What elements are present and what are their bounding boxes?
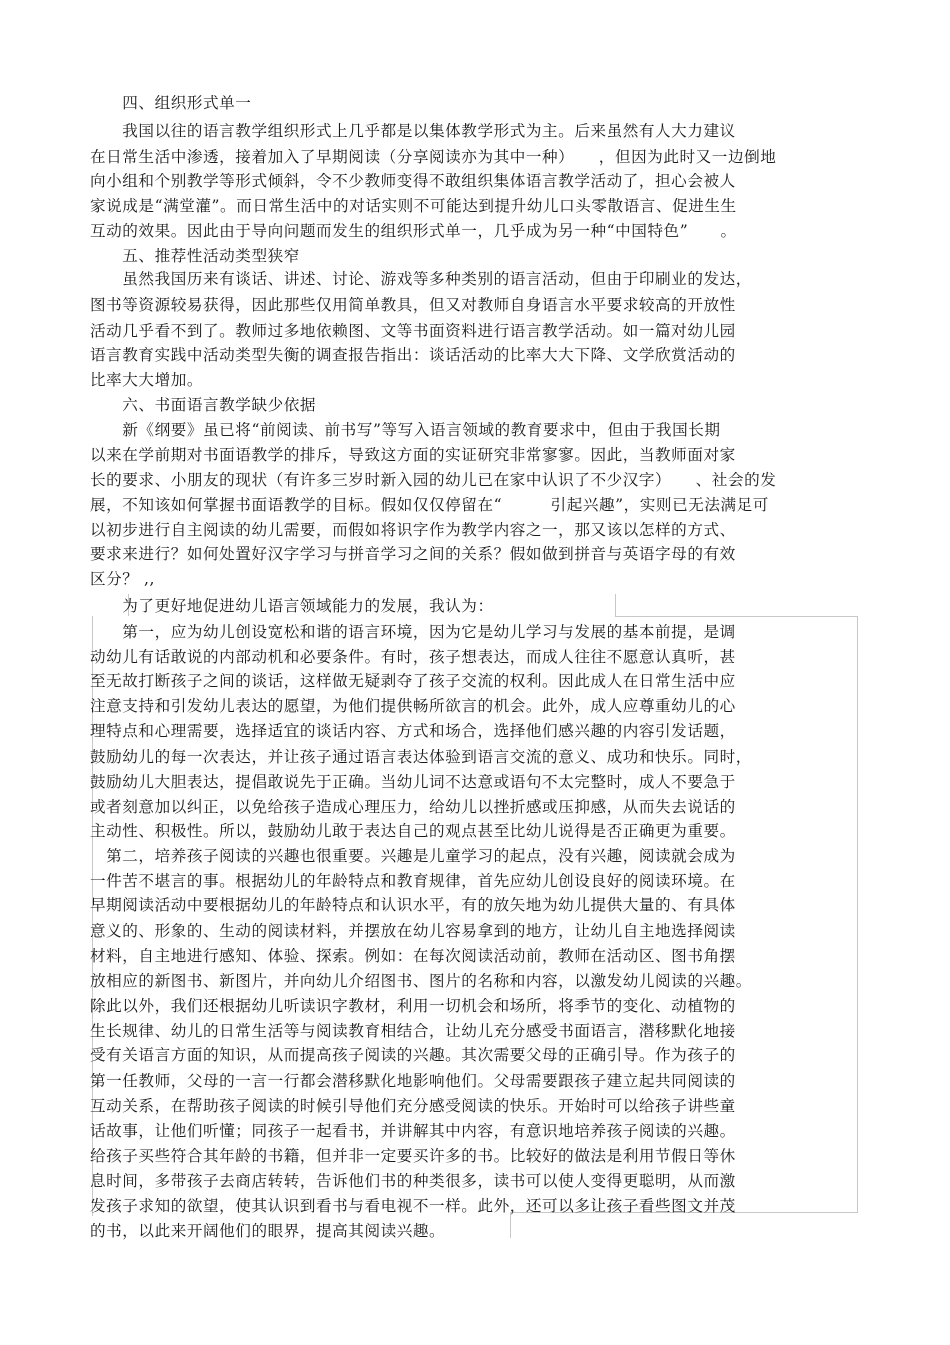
text-line: 意义的、形象的、生动的阅读材料，并摆放在幼儿容易拿到的地方，让幼儿自主地选择阅读 [90,922,736,940]
text-line: 鼓励幼儿的每一次表达，并让孩子通过语言表达体验到语言交流的意义、成功和快乐。同时， [90,748,752,766]
heading-5: 五、推荐性活动类型狭窄 [90,247,300,265]
text-line: 互动的效果。因此由于导向问题而发生的组织形式单一，几乎成为另一种“中国特色” 。 [90,222,737,240]
text-line: 受有关语言方面的知识，从而提高孩子阅读的兴趣。其次需要父母的正确引导。作为孩子的 [90,1046,736,1064]
text-line: 一件苦不堪言的事。根据幼儿的年龄特点和教育规律，首先应幼儿创设良好的阅读环境。在 [90,872,736,890]
frame-top [615,616,858,617]
text-line: 虽然我国历来有谈话、讲述、讨论、游戏等多种类别的语言活动，但由于印刷业的发达， [90,270,752,288]
text-line: 要求来进行？如何处置好汉字学习与拼音学习之间的关系？假如做到拼音与英语字母的有效 [90,545,736,563]
text-line: 长的要求、小朋友的现状（有许多三岁时新入园的幼儿已在家中认识了不少汉字） 、社会的发 [90,471,777,489]
text-line: 话故事，让他们听懂；同孩子一起看书，并讲解其中内容，有意识地培养孩子阅读的兴趣。 [90,1122,736,1140]
text-line: 主动性、积极性。所以，鼓励幼儿敢于表达自己的观点甚至比幼儿说得是否正确更为重要。 [90,822,736,840]
text-line: 活动几乎看不到了。教师过多地依赖图、文等书面资料进行语言教学活动。如一篇对幼儿园 [90,322,736,340]
text-line: 在日常生活中渗透，接着加入了早期阅读（分享阅读亦为其中一种） ，但因为此时又一边倒地 [90,148,777,166]
text-line: 以来在学前期对书面语教学的排斥，导致这方面的实证研究非常寥寥。因此，当教师面对家 [90,446,736,464]
text-line: 生长规律、幼儿的日常生活等与阅读教育相结合，让幼儿充分感受书面语言，潜移默化地接 [90,1022,736,1040]
heading-4: 四、组织形式单一 [90,94,252,112]
text-line: 新《纲要》虽已将“前阅读、前书写”等写入语言领域的教育要求中，但由于我国长期 [90,421,721,439]
text-line: 为了更好地促进幼儿语言领域能力的发展，我认为： [90,597,494,615]
text-line: 材料，自主地进行感知、体验、探索。例如：在每次阅读活动前，教师在活动区、图书角摆 [90,947,736,965]
text-line: 息时间，多带孩子去商店转转，告诉他们书的种类很多，读书可以使人变得更聪明，从而激 [90,1172,736,1190]
text-line: 比率大大增加。 [90,371,204,389]
text-line: 第二，培养孩子阅读的兴趣也很重要。兴趣是儿童学习的起点，没有兴趣，阅读就会成为 [90,847,736,865]
text-line: 早期阅读活动中要根据幼儿的年龄特点和认识水平，有的放矢地为幼儿提供大量的、有具体 [90,896,736,914]
text-line: 理特点和心理需要，选择适宜的谈话内容、方式和场合，选择他们感兴趣的内容引发话题， [90,722,736,740]
text-line: 鼓励幼儿大胆表达，提倡敢说先于正确。当幼儿词不达意或语句不太完整时，成人不要急于 [90,773,736,791]
text-line: 互动关系，在帮助孩子阅读的时候引导他们充分感受阅读的快乐。开始时可以给孩子讲些童 [90,1097,736,1115]
text-line: 或者刻意加以纠正，以免给孩子造成心理压力，给幼儿以挫折感或压抑感，从而失去说话的 [90,798,736,816]
text-line: 发孩子求知的欲望，使其认识到看书与看电视不一样。此外，还可以多让孩子看些图文并茂 [90,1197,736,1215]
heading-6: 六、书面语言教学缺少依据 [90,396,317,414]
text-line: 以初步进行自主阅读的幼儿需要，而假如将识字作为教学内容之一，那又该以怎样的方式、 [90,521,736,539]
text-line: 动幼儿有话敢说的内部动机和必要条件。有时，孩子想表达，而成人往往不愿意认真听，甚 [90,648,736,666]
text-line: 注意支持和引发幼儿表达的愿望，为他们提供畅所欲言的机会。此外，成人应尊重幼儿的心 [90,697,736,715]
text-line: 至无故打断孩子之间的谈话，这样做无疑剥夺了孩子交流的权利。因此成人在日常生活中应 [90,672,736,690]
text-line: 家说成是“满堂灌”。而日常生活中的对话实则不可能达到提升幼儿口头零散语言、促进生生 [90,197,737,215]
text-line: 语言教育实践中活动类型失衡的调查报告指出：谈话活动的比率大大下降、文学欣赏活动的 [90,346,736,364]
frame-mid-top [615,594,616,616]
text-line: 展，不知该如何掌握书面语教学的目标。假如仅仅停留在“ 引起兴趣”，实则已无法满足可 [90,496,769,514]
text-line: 第一，应为幼儿创设宽松和谐的语言环境，因为它是幼儿学习与发展的基本前提，是调 [90,623,736,641]
text-line: 区分？ ,, [90,570,155,588]
text-line: 图书等资源较易获得，因此那些仅用简单教具，但又对教师自身语言水平要求较高的开放性 [90,296,736,314]
text-line: 向小组和个别教学等形式倾斜，令不少教师变得不敢组织集体语言教学活动了，担心会被人 [90,172,736,190]
frame-right [857,616,858,1212]
text-line: 放相应的新图书、新图片，并向幼儿介绍图书、图片的名称和内容，以激发幼儿阅读的兴趣。 [90,972,752,990]
text-line: 第一任教师，父母的一言一行都会潜移默化地影响他们。父母需要跟孩子建立起共同阅读的 [90,1072,736,1090]
text-line: 除此以外，我们还根据幼儿听读识字教材，利用一切机会和场所，将季节的变化、动植物的 [90,997,736,1015]
text-line: 的书，以此来开阔他们的眼界，提高其阅读兴趣。 [90,1222,446,1240]
text-line: 我国以往的语言教学组织形式上几乎都是以集体教学形式为主。后来虽然有人大力建议 [90,122,736,140]
text-line: 给孩子买些符合其年龄的书籍，但并非一定要买许多的书。比较好的做法是利用节假日等休 [90,1147,736,1165]
